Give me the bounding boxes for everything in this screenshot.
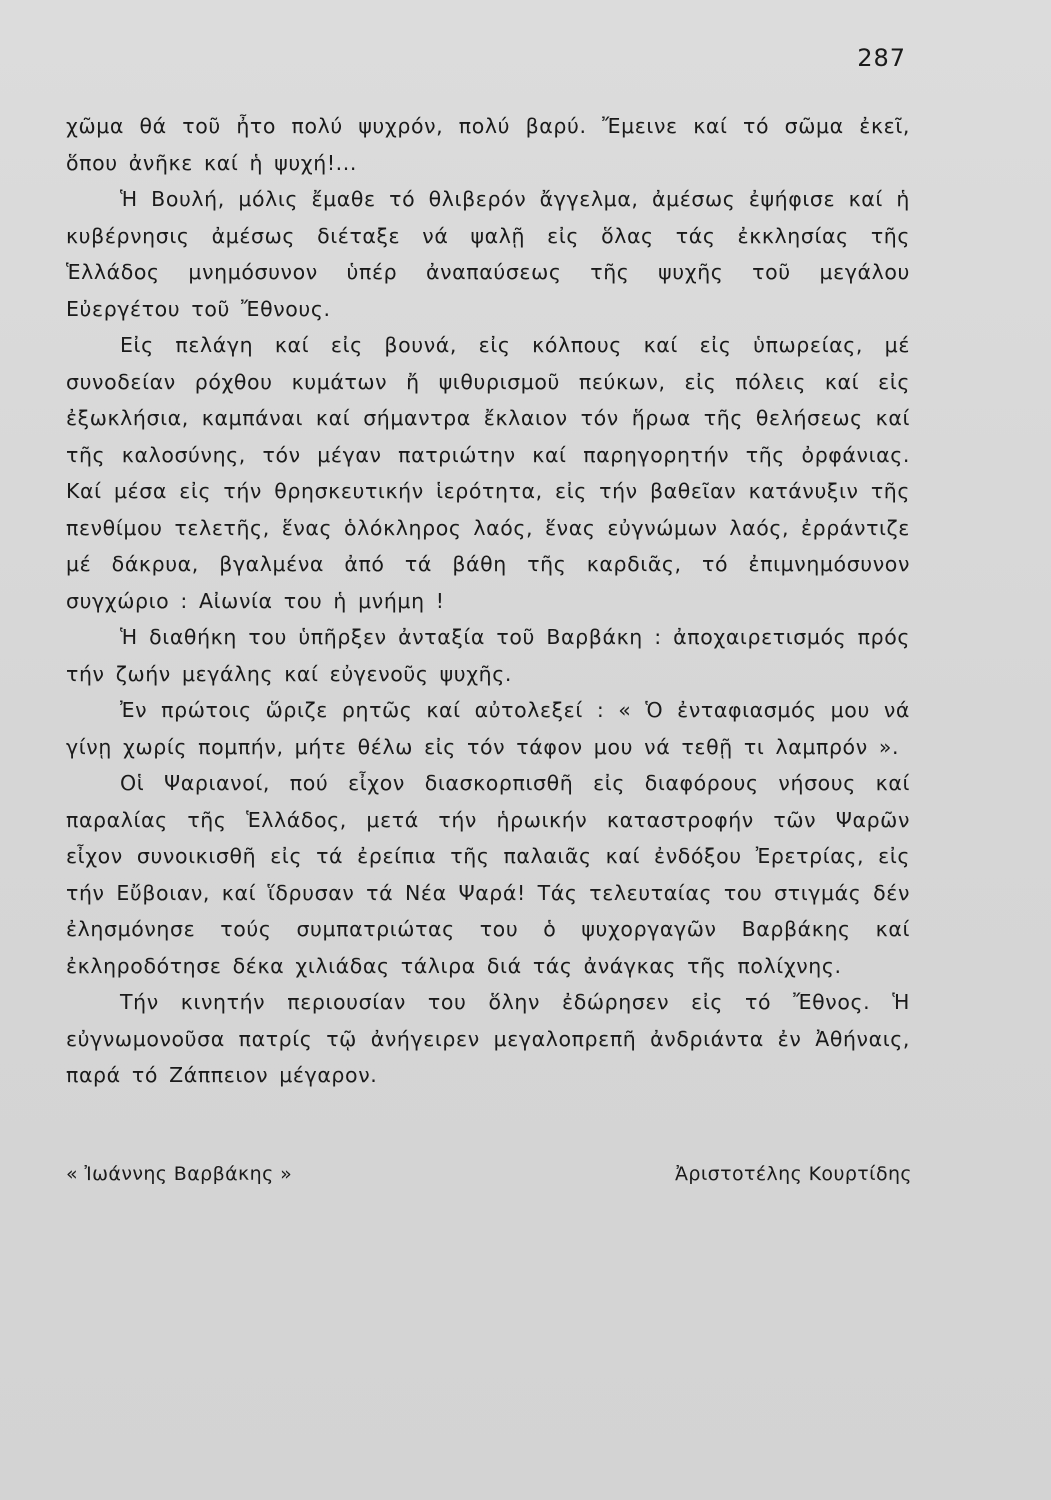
paragraph: χῶμα θά τοῦ ἦτο πολύ ψυχρόν, πολύ βαρύ. Ἔμεινε καί τό σῶμα ἐκεῖ, ὅπου ἀνῆκε καί ἡ ψυχή!...: [66, 114, 910, 175]
paragraph: Οἱ Ψαριανοί, πού εἶχον διασκορπισθῆ εἰς διαφόρους νήσους καί παραλίας τῆς Ἑλλάδος, μετά τήν ἡρωικήν καταστροφήν τῶν Ψαρῶν εἶχον συνοικισθῆ εἰς τά ἐρείπια τῆς παλαιᾶς καί ἐνδόξου Ἐρετρίας, εἰς τήν Εὔβοιαν, καί ἵδρυσαν τά Νέα Ψαρά! Τάς τελευταίας του στιγμάς δέν ἐλησμόνησε τούς συμπατριώτας του ὁ ψυχοργαγῶν Βαρβάκης καί ἐκληροδότησε δέκα χιλιάδας τάλιρα διά τάς ἀνάγκας τῆς πολίχνης.: [66, 771, 910, 978]
body-text: [66, 108, 910, 1094]
source-title: « Ἰωάννης Βαρβάκης »: [66, 1163, 293, 1185]
attribution: [66, 1163, 912, 1185]
author-name: Ἀριστοτέλης Κουρτίδης: [674, 1163, 912, 1185]
paragraph: Εἰς πελάγη καί εἰς βουνά, εἰς κόλπους καί εἰς ὑπωρείας, μέ συνοδείαν ρόχθου κυμάτων ἤ ψιθυρισμοῦ πεύκων, εἰς πόλεις καί εἰς ἐξωκλήσια, καμπάναι καί σήμαντρα ἔκλαιον τόν ἥρωα τῆς θελήσεως καί τῆς καλοσύνης, τόν μέγαν πατριώτην καί παρηγορητήν τῆς ὀρφάνιας. Καί μέσα εἰς τήν θρησκευτικήν ἱερότητα, εἰς τήν βαθεῖαν κατάνυξιν τῆς πενθίμου τελετῆς, ἕνας ὁλόκληρος λαός, ἕνας εὐγνώμων λαός, ἐρράντιζε μέ δάκρυα, βγαλμένα ἀπό τά βάθη τῆς καρδιᾶς, τό ἐπιμνημόσυνον συγχώριο : Αἰωνία του ἡ μνήμη !: [66, 333, 910, 613]
paragraph: Ἐν πρώτοις ὥριζε ρητῶς καί αὐτολεξεί : « Ὁ ἐνταφιασμός μου νά γίνῃ χωρίς πομπήν, μήτε θέλω εἰς τόν τάφον μου νά τεθῇ τι λαμπρόν ».: [66, 698, 910, 759]
paragraph: Ἡ διαθήκη του ὑπῆρξεν ἀνταξία τοῦ Βαρβάκη : ἀποχαιρετισμός πρός τήν ζωήν μεγάλης καί εὐγενοῦς ψυχῆς.: [66, 625, 910, 686]
page-number: 287: [857, 44, 906, 72]
paragraph: Τήν κινητήν περιουσίαν του ὅλην ἐδώρησεν εἰς τό Ἔθνος. Ἡ εὐγνωμονοῦσα πατρίς τῷ ἀνήγειρεν μεγαλοπρεπῆ ἀνδριάντα ἐν Ἀθήναις, παρά τό Ζάππειον μέγαρον.: [66, 990, 910, 1087]
paragraph: Ἡ Βουλή, μόλις ἔμαθε τό θλιβερόν ἄγγελμα, ἀμέσως ἐψήφισε καί ἡ κυβέρνησις ἀμέσως διέταξε νά ψαλῇ εἰς ὅλας τάς ἐκκλησίας τῆς Ἑλλάδος μνημόσυνον ὑπέρ ἀναπαύσεως τῆς ψυχῆς τοῦ μεγάλου Εὐεργέτου τοῦ Ἔθνους.: [66, 187, 910, 321]
